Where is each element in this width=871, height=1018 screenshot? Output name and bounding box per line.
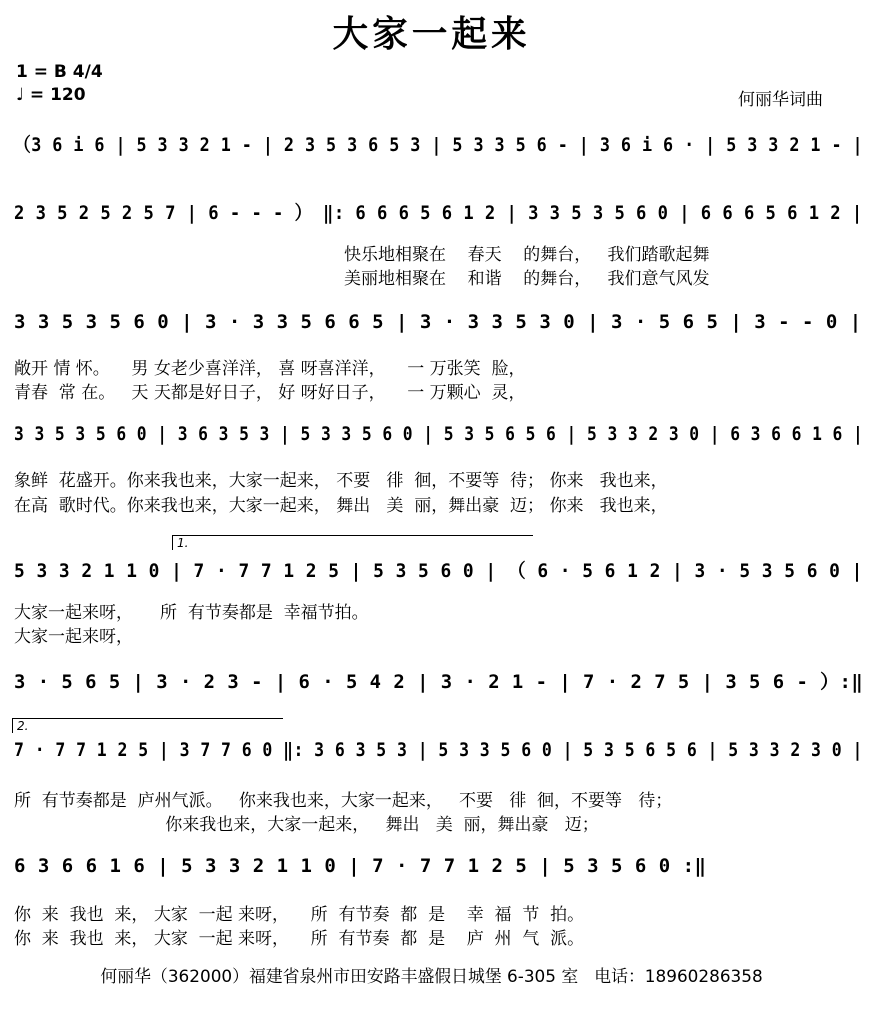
notation-line-3: 3 3 5 3 5 6 0 | 3 · 3 3 5 6 6 5 | 3 · 3 3 5 3 0 | 3 · 5 6 5 | 3 - - 0 | [14,311,862,333]
lyric-line-3a: 敞开 情 怀。 男 女老少喜洋洋， 喜 呀喜洋洋， 一 万张笑 脸， [14,359,526,379]
lyric-line-2a: 快乐地相聚在 春天 的舞台， 我们踏歌起舞 [344,245,710,265]
lyric-line-7b: 你来我也来，大家一起来， 舞出 美 丽，舞出豪 迈； [14,815,599,835]
lyric-line-4a: 象鲜 花盛开。你来我也来，大家一起来， 不要 徘 徊，不要等 待； 你来 我也来， [14,471,668,491]
lyric-line-8a: 你 来 我也 来， 大家 一起 来呀， 所 有节奏 都 是 幸 福 节 拍。 [14,905,585,925]
notation-line-7: 7 · 7 7 1 2 5 | 3 7 7 6 0 ‖: 3 6 3 5 3 | 5 3 3 5 6 0 | 5 3 5 6 5 6 | 5 3 3 2 3 0 | [14,739,863,761]
notation-line-5: 5 3 3 2 1 1 0 | 7 · 7 7 1 2 5 | 5 3 5 6 0 | （ 6 · 5 6 1 2 | 3 · 5 3 5 6 0 | [14,560,863,582]
lyric-line-5a: 大家一起来呀， 所 有节奏都是 幸福节拍。 [14,603,369,623]
notation-line-8: 6 3 6 6 1 6 | 5 3 3 2 1 1 0 | 7 · 7 7 1 2 5 | 5 3 5 6 0 :‖ [14,855,707,877]
second-ending-bracket: 2. [12,718,283,733]
lyric-line-3b: 青春 常 在。 天 天都是好日子， 好 呀好日子， 一 万颗心 灵， [14,383,526,403]
notation-line-6: 3 · 5 6 5 | 3 · 2 3 - | 6 · 5 4 2 | 3 · 2 1 - | 7 · 2 7 5 | 3 5 6 - ）:‖ [14,671,864,693]
lyric-line-5b: 大家一起来呀， [14,627,133,647]
notation-line-4: 3 3 5 3 5 6 0 | 3 6 3 5 3 | 5 3 3 5 6 0 | 5 3 5 6 5 6 | 5 3 3 2 3 0 | 6 3 6 6 1 6 | [14,423,864,445]
first-ending-bracket: 1. [172,535,533,550]
key-signature: 1 = B 4/4 [16,62,103,82]
lyric-line-4b: 在高 歌时代。你来我也来，大家一起来， 舞出 美 丽，舞出豪 迈； 你来 我也来， [14,496,668,516]
lyric-line-7a: 所 有节奏都是 庐州气派。 你来我也来，大家一起来， 不要 徘 徊，不要等 待； [14,791,673,811]
composer-credit: 何丽华词曲 [738,90,823,110]
notation-line-1: （3 6 i 6 | 5 3 3 2 1 - | 2 3 5 3 6 5 3 | 5 3 3 5 6 - | 3 6 i 6 · | 5 3 3 2 1 - | [14,134,864,156]
song-title: 大家一起来 [332,13,531,55]
lyric-line-8b: 你 来 我也 来， 大家 一起 来呀， 所 有节奏 都 是 庐 州 气 派。 [14,929,585,949]
tempo-marking: ♩ = 120 [16,85,86,105]
notation-line-2: 2 3 5 2 5 2 5 7 | 6 - - - ） ‖: 6 6 6 5 6 1 2 | 3 3 5 3 5 6 0 | 6 6 6 5 6 1 2 | [14,202,863,224]
lyric-line-2b: 美丽地相聚在 和谐 的舞台， 我们意气风发 [344,269,710,289]
contact-footer: 何丽华（362000）福建省泉州市田安路丰盛假日城堡 6-305 室 电话：18960286358 [100,967,763,987]
